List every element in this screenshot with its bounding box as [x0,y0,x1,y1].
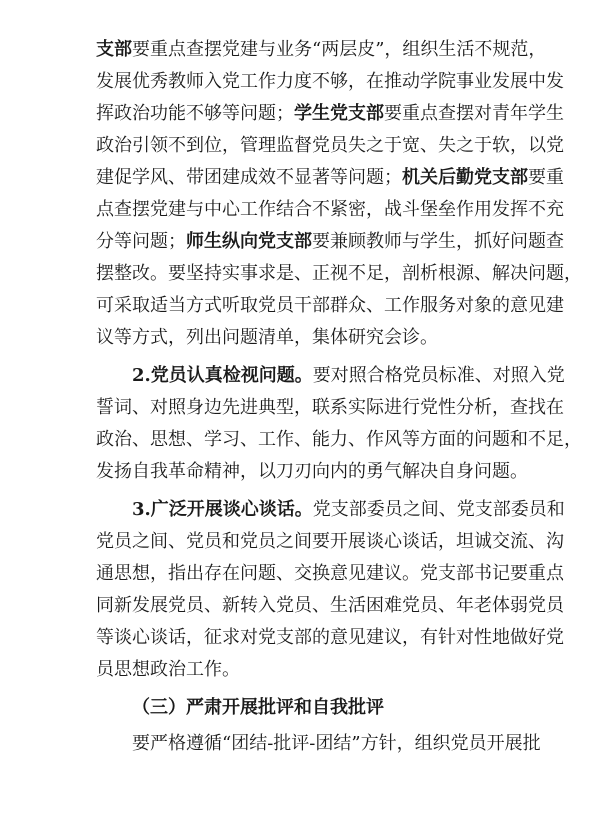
body-text: 发扬自我革命精神，以刀刃向内的勇气解决自身问题。 [96,461,528,482]
body-text: 政治、思想、学习、工作、能力、作风等方面的问题和不足， [96,429,582,450]
body-text: 要兼顾教师与学生，抓好问题查 [312,231,564,252]
body-text: 挥政治功能不够等问题； [96,103,294,124]
body-text: 要对照合格党员标准、对照入党 [312,365,565,386]
body-text: 等谈心谈话，征求对党支部的意见建议，有针对性地做好党 [96,627,564,648]
paragraph-line [96,162,564,194]
paragraph-line [96,194,564,226]
paragraph-line [96,34,547,66]
bold-text: 支部 [96,39,132,60]
paragraph-line [96,558,564,590]
body-text: 员思想政治工作。 [96,659,240,680]
paragraph-line [96,622,564,654]
section-heading [132,692,524,724]
body-text: 通思想，指出存在问题、交换意见建议。党支部书记要重点 [96,563,564,584]
paragraph-line [96,526,564,558]
paragraph-line [96,654,524,686]
body-text: 建促学风、带团建成效不显著等问题； [96,167,402,188]
paragraph-line [132,494,565,526]
paragraph-line [96,290,564,322]
body-text: 要严格遵循“团结-批评-团结”方针，组织党员开展批 [132,733,541,754]
paragraph-line [132,728,541,760]
paragraph-line [96,392,564,424]
body-text: 党员之间、党员和党员之间要开展谈心谈话，坦诚交流、沟 [96,531,564,552]
bold-text: 机关后勤党支部 [402,167,528,188]
body-text: 分等问题； [96,231,186,252]
subheading-text: 3.广泛开展谈心谈话。 [132,499,313,520]
body-text: 誓词、对照身边先进典型，联系实际进行党性分析，查找在 [96,397,564,418]
body-text: 同新发展党员、新转入党员、生活困难党员、年老体弱党员 [96,595,564,616]
body-text: 政治引领不到位，管理监督党员失之于宽、失之于软，以党 [96,135,564,156]
paragraph-line [96,424,582,456]
paragraph-line [96,258,582,290]
subheading-text: 2.党员认真检视问题。 [132,365,313,386]
paragraph-line [96,66,564,98]
paragraph-line [96,590,564,622]
body-text: 党支部委员之间、党支部委员和 [312,499,565,520]
body-text: 点查摆党建与中心工作结合不紧密，战斗堡垒作用发挥不充 [96,199,564,220]
body-text: 可采取适当方式听取党员干部群众、工作服务对象的意见建 [96,295,564,316]
body-text: 要重点查摆对青年学生 [384,103,564,124]
paragraph-line [96,130,564,162]
body-text: 要重 [528,167,564,188]
body-text: 要重点查摆党建与业务“两层皮”，组织生活不规范， [132,39,547,60]
body-text: 发展优秀教师入党工作力度不够，在推动学院事业发展中发 [96,71,564,92]
section-heading-text: （三）严肃开展批评和自我批评 [132,697,384,718]
paragraph-line [132,360,565,392]
body-text: 议等方式，列出问题清单，集体研究会诊。 [96,327,438,348]
paragraph-line [96,456,528,488]
paragraph-line [96,322,524,354]
paragraph-line [96,226,564,258]
bold-text: 师生纵向党支部 [186,231,312,252]
paragraph-line [96,98,564,130]
bold-text: 学生党支部 [294,103,384,124]
body-text: 摆整改。要坚持实事求是、正视不足，剖析根源、解决问题， [96,263,582,284]
